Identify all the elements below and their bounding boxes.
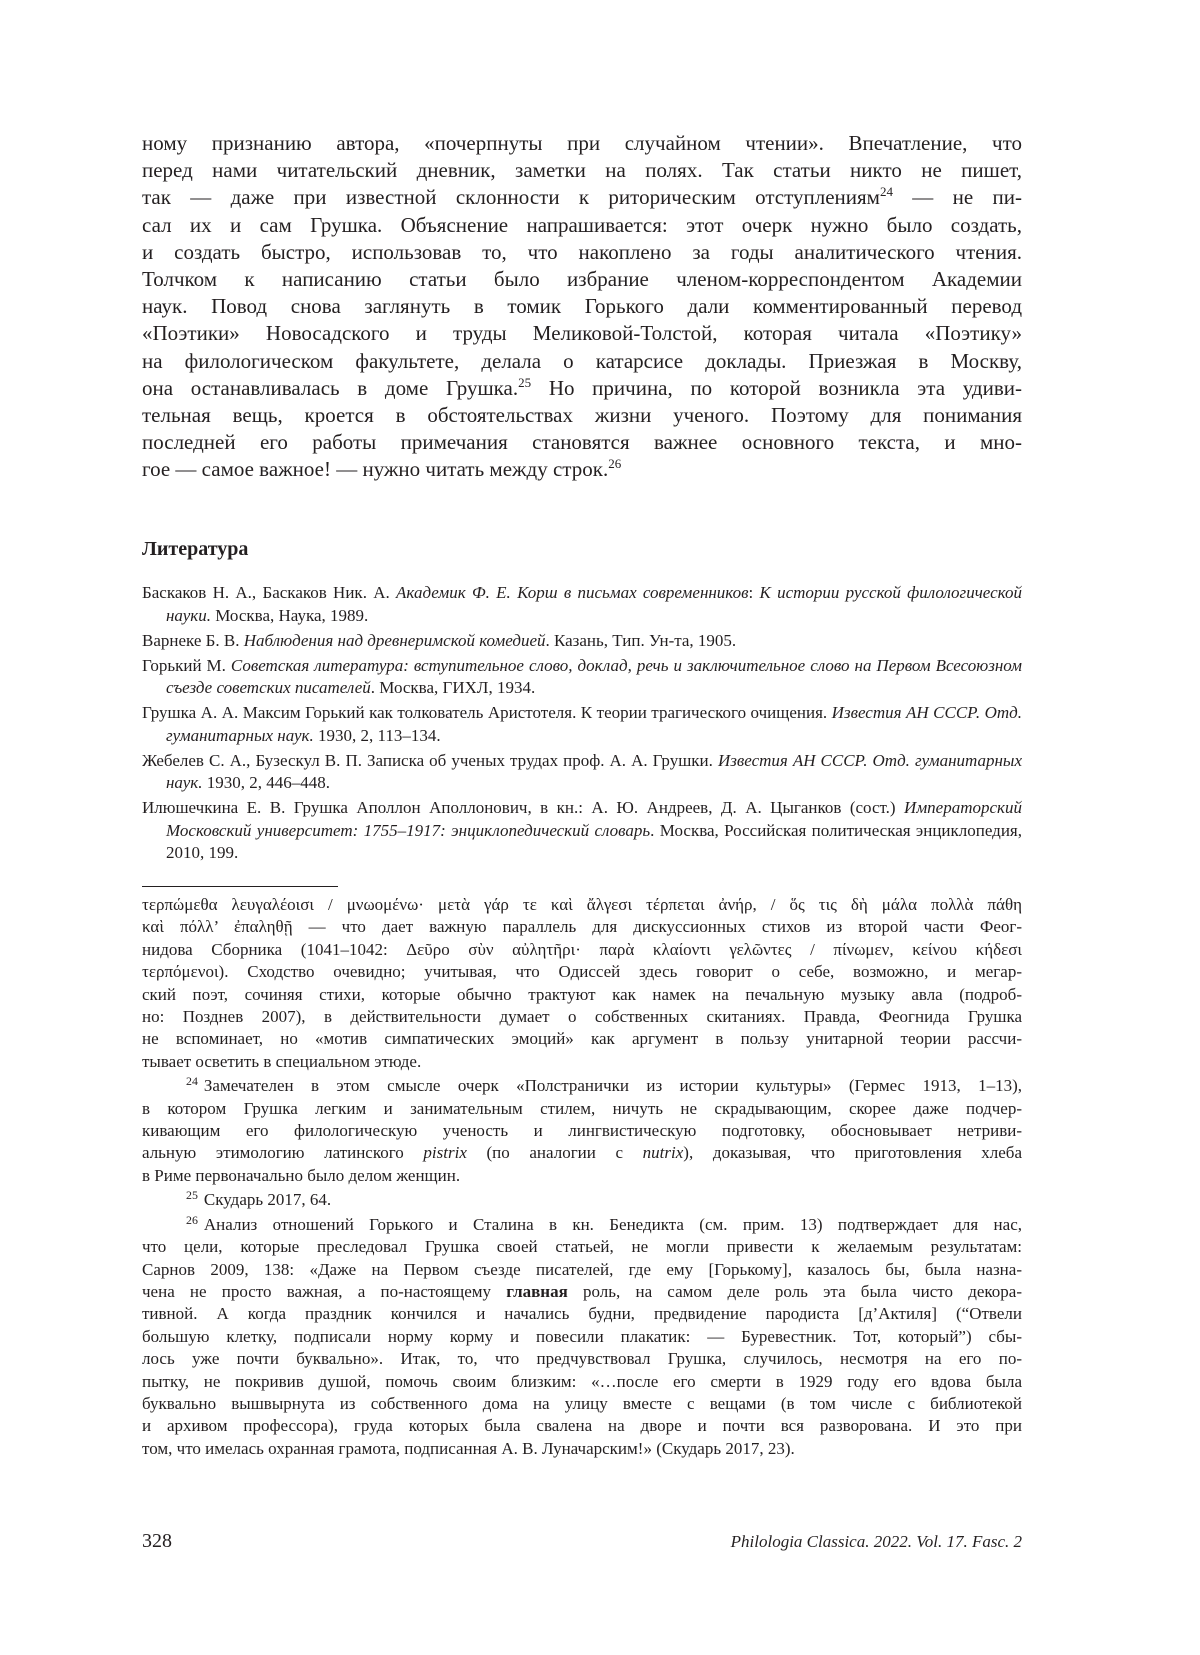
footnote-24-line: альную этимологию латинского pistrix (по аналогии с nutrix), доказывая, что приготовления хлеба [142, 1143, 1022, 1163]
footnote-24-line: $^{24}$ Замечателен в этом смысле очерк «Полстранички из истории культуры» (Гермес 1913, 1–13), [186, 1074, 1022, 1096]
footnote-continuation-line: но: Позднев 2007), в действительности думает о собственных скитаниях. Правда, Феогнида Грушка [142, 1007, 1022, 1027]
footnote-continuation-line: нидова Сборника (1041–1042: Δεῦρο σὺν αὐλητῆρι· παρὰ κλαίοντι γελῶντες / πίνωμεν, κείνου κήδεσι [142, 939, 1022, 959]
footnote-26-line: и архивом профессора), груда которых была свалена на дворе и почти вся разворована. И это при [142, 1416, 1022, 1436]
body-line: тельная вещь, кроется в обстоятельствах жизни ученого. Поэтому для понимания [142, 403, 1022, 428]
body-line: наук. Повод снова заглянуть в томик Горького дали комментированный перевод [142, 294, 1022, 319]
footnote-24-line: кивающим его филологическую ученость и лингвистическую подготовку, обосновывает нетриви- [142, 1121, 1022, 1141]
footnote-ref-24[interactable]: 24 [879, 184, 893, 200]
footnote-26-line: $^{26}$ Анализ отношений Горького и Сталина в кн. Бенедикта (см. прим. 13) подтверждает для нас, [186, 1212, 1022, 1234]
body-line: она останавливалась в доме Грушка.$^{25}$ Но причина, по которой возникла эта удиви- [142, 375, 1022, 400]
body-line: на филологическом факультете, делала о катарсисе доклады. Приезжая в Москву, [142, 348, 1022, 373]
footnote-continuation-line: ский поэт, сочиняя стихи, которые обычно трактуют как намек на печальную музыку авла (подроб- [142, 984, 1022, 1004]
body-line: гое — самое важное! — нужно читать между строк.$^{26}$ [142, 456, 622, 482]
bibliography-entry: Илюшечкина Е. В. Грушка Аполлон Аполлонович, в кн.: А. Ю. Андреев, Д. А. Цыганков (сост.) Императорский Московский университет: 1755–1917: энциклопедический словарь. Москва, Российская политическая энциклопедия, 2010, 199. [142, 798, 1023, 863]
body-line: Толчком к написанию статьи было избрание членом-корреспондентом Академии [142, 267, 1022, 292]
footnote-26-line: Сарнов 2009, 138: «Даже на Первом съезде писателей, где ему [Горькому], казалось бы, была назна- [142, 1259, 1022, 1279]
bibliography-entry: Баскаков Н. А., Баскаков Ник. А. Академик Ф. Е. Корш в письмах современников: К истории русской филологической науки. Москва, Наука, 1989. [142, 583, 1022, 625]
footnote-26-line: том, что имелась охранная грамота, подписанная А. В. Луначарским!» (Скударь 2017, 23). [142, 1438, 795, 1458]
footnote-number-24: 24 [186, 1074, 198, 1089]
body-line: последней его работы примечания становятся важнее основного текста, и мно- [142, 430, 1022, 455]
footnote-26-line: тивной. А когда праздник кончился и начались будни, предвидение пародиста [д’Актиля] (“Отвели [142, 1304, 1022, 1324]
footnote-26-line: лось уже почти буквально». Итак, то, что предчувствовал Грушка, случилось, несмотря на его по- [142, 1349, 1022, 1369]
footnote-24-line: в Риме первоначально было делом женщин. [142, 1165, 461, 1185]
bibliography-entry: Горький М. Советская литература: вступительное слово, доклад, речь и заключительное слово на Первом Всесоюзном съезде советских писателей. Москва, ГИХЛ, 1934. [142, 655, 1022, 698]
footnotes [142, 894, 1022, 1460]
body-line: перед нами читательский дневник, заметки на полях. Так статьи никто не пишет, [142, 158, 1022, 183]
footnote-26-line: большую клетку, подписали норму корму и повесили плакатик: — Буревестник. Тот, который”) сбы- [142, 1326, 1022, 1346]
main-body-text [142, 130, 1022, 484]
footnote-24-line: в котором Грушка легким и занимательным стилем, ничуть не скрадывающим, скорее даже подчер- [142, 1098, 1022, 1118]
footnote-25-line: $^{25}$ Скударь 2017, 64. [186, 1188, 332, 1210]
bibliography-entry: Жебелев С. А., Бузескул В. П. Записка об ученых трудах проф. А. А. Грушки. Известия АН СССР. Отд. гуманитарных наук. 1930, 2, 446–448. [142, 750, 1022, 793]
footnote-26-line: буквально вышвырнута из собственного дома на улицу вместе с вещами (в том числе с библиотекой [142, 1393, 1022, 1413]
footnote-26-line: чена не просто важная, а по-настоящему главная роль, на самом деле роль эта была чисто декора- [142, 1281, 1022, 1301]
footnote-continuation-line: τερπόμενοι). Сходство очевидно; учитывая, что Одиссей здесь говорит о себе, возможно, и мегар- [142, 962, 1022, 982]
footnote-continuation-line: καὶ πόλλ’ ἐπαληθῇ — что дает важную параллель для дискуссионных стихов из второй части Феог- [142, 917, 1022, 937]
footnote-separator [142, 886, 338, 887]
bibliography-entry: Варнеке Б. В. Наблюдения над древнеримской комедией. Казань, Тип. Ун-та, 1905. [142, 630, 737, 650]
footnote-continuation-line: τερπώμεθα λευγαλέοισι / μνωομένω· μετὰ γάρ τε καὶ ἄλγεσι τέρπεται ἀνήρ, / ὅς τις δὴ μάλα πολλὰ πάθη [142, 895, 1022, 914]
footnote-26-line: пытку, не покривив душой, помочь своим близким: «…после его смерти в 1929 году его вдова была [142, 1371, 1022, 1391]
literature-heading: Литература [142, 538, 249, 560]
footnote-number-26: 26 [186, 1212, 198, 1227]
bibliography-entry: Грушка А. А. Максим Горький как толкователь Аристотеля. К теории трагического очищения. Известия АН СССР. Отд. гуманитарных наук. 1930, 2, 113–134. [142, 703, 1022, 745]
footnote-ref-25[interactable]: 25 [518, 375, 532, 391]
journal-running-footer: Philologia Classica. 2022. Vol. 17. Fasc. 2 [730, 1532, 1022, 1551]
page-number: 328 [142, 1530, 172, 1552]
footnote-26-line: что цели, которые преследовал Грушка своей статьей, не могли привести к желаемым результатам: [142, 1237, 1022, 1257]
footnote-continuation-line: не вспоминает, но «мотив симпатических эмоций» как аргумент в пользу унитарной теории рассчи- [142, 1029, 1022, 1049]
footnote-ref-26[interactable]: 26 [608, 456, 622, 472]
body-line: «Поэтики» Новосадского и труды Меликовой-Толстой, которая читала «Поэтику» [142, 321, 1022, 346]
bibliography-list [142, 582, 1022, 867]
body-line: так — даже при известной склонности к риторическим отступлениям$^{24}$ — не пи- [142, 184, 1022, 210]
footnote-number-25: 25 [186, 1188, 198, 1203]
body-line: сал их и сам Грушка. Объяснение напрашивается: этот очерк нужно было создать, [142, 212, 1022, 237]
body-line: ному признанию автора, «почерпнуты при случайном чтении». Впечатление, что [142, 131, 1022, 155]
body-line: и создать быстро, использовав то, что накоплено за годы аналитического чтения. [142, 239, 1022, 264]
footnote-continuation-line: тывает осветить в специальном этюде. [142, 1051, 422, 1071]
